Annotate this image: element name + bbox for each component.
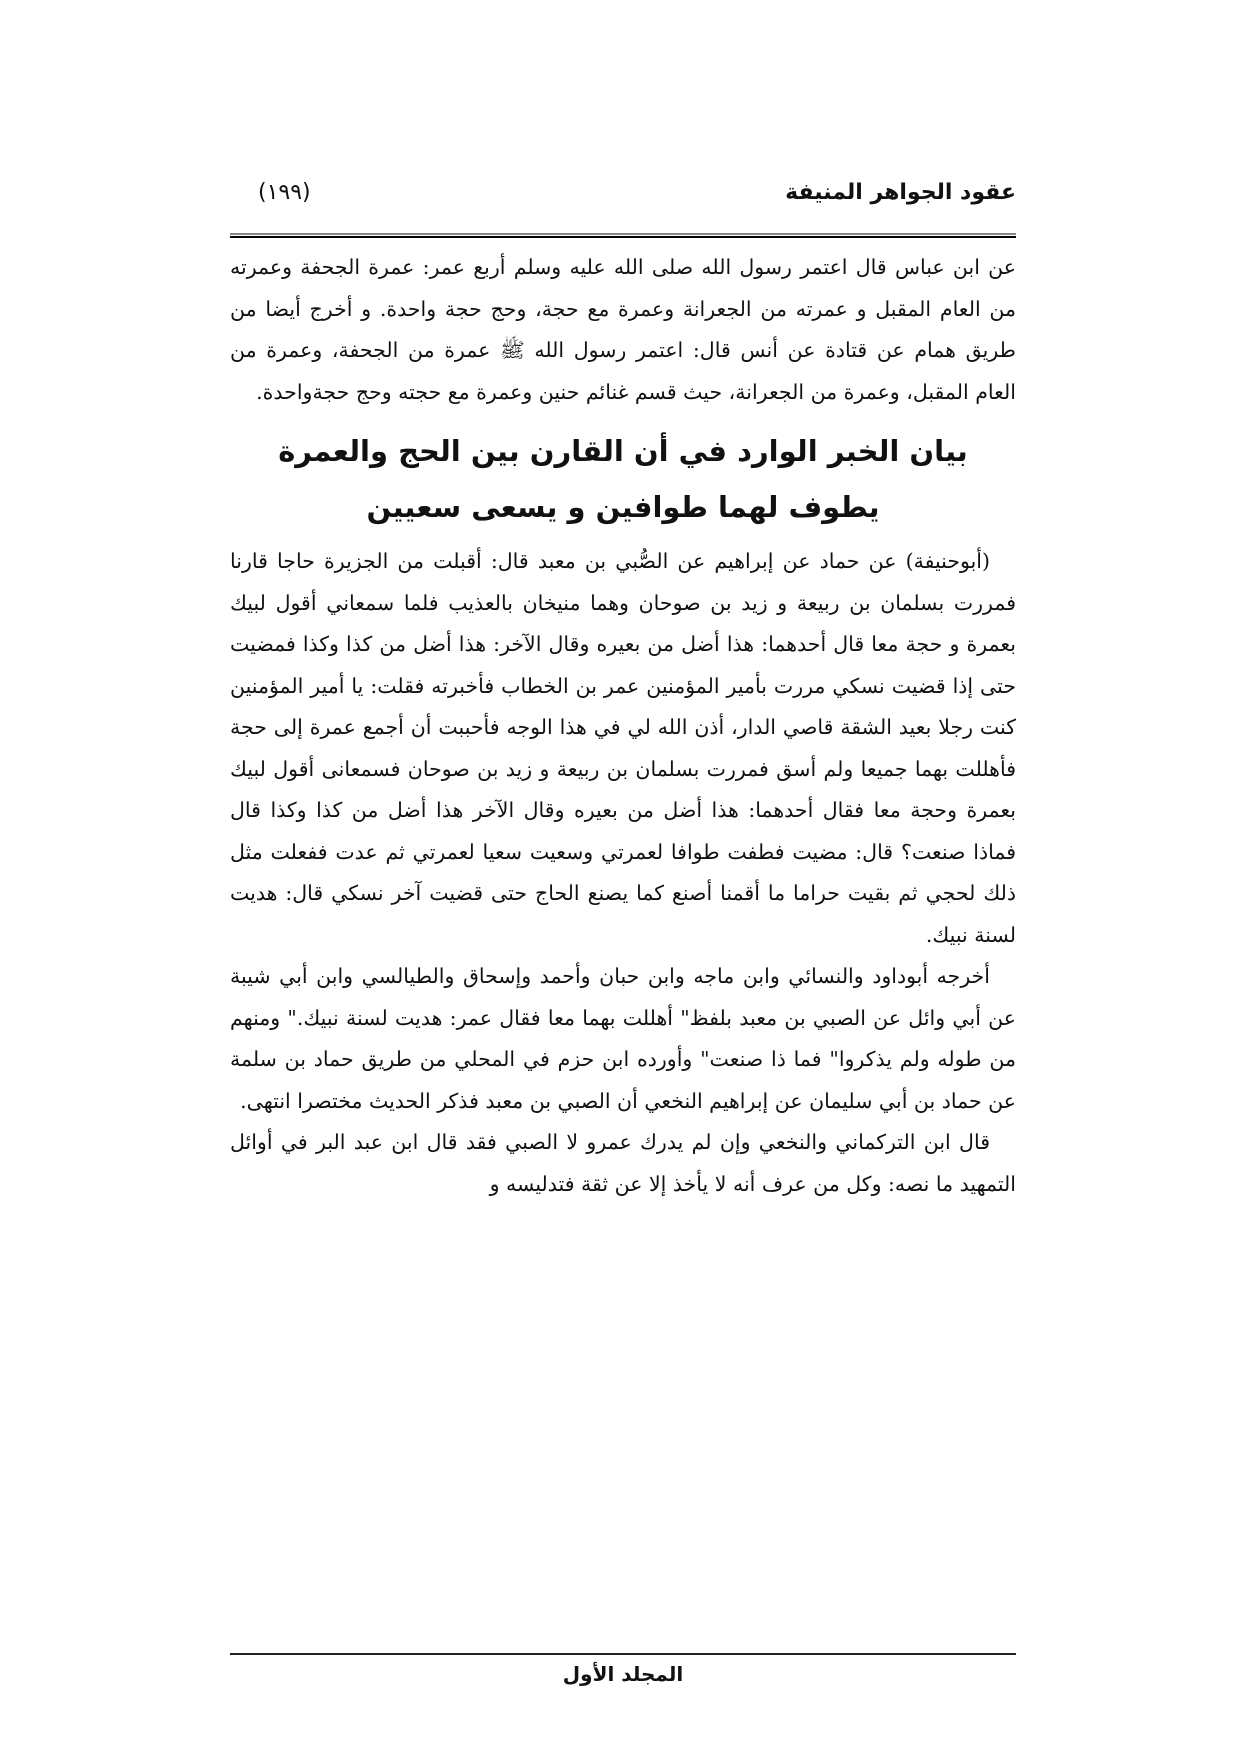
page-header: [230, 178, 1016, 228]
paragraph-takhrij: أخرجه أبوداود والنسائي وابن ماجه وابن حبان وأحمد وإسحاق والطيالسي وابن أبي شيبة عن أبي وائل عن الصبي بن معبد بلفظ" أهللت بهما معا فقال عمر: هديت لسنة نبيك." ومنهم من طوله ولم يذكروا" فما ذا صنعت" وأورده ابن حزم في المحلي من طريق حماد بن سلمة عن حماد بن أبي سليمان عن إبراهيم النخعي أن الصبي بن معبد فذكر الحديث مختصرا انتهى.: [230, 964, 1016, 1113]
section-heading: بيان الخبر الوارد في أن القارن بين الحج والعمرة يطوف لهما طوافين و يسعى سعيين: [278, 434, 968, 524]
book-page: [230, 0, 1016, 1754]
paragraph-intro: عن ابن عباس قال اعتمر رسول الله صلى الله عليه وسلم أربع عمر: عمرة الجحفة وعمرته من العام المقبل و عمرته من الجعرانة وعمرة مع حجة، وحج حجة واحدة. و أخرج أيضا من طريق همام عن قتادة عن أنس قال: اعتمر رسول الله ﷺ عمرة من الجحفة، وعمرة من العام المقبل، وعمرة من الجعرانة، حيث قسم غنائم حنين وعمرة مع حجته وحج حجةواحدة.: [230, 255, 1016, 404]
book-title: عقود الجواهر المنيفة: [785, 180, 1016, 205]
page-body: [230, 247, 1016, 1205]
paragraph-commentary: قال ابن التركماني والنخعي وإن لم يدرك عمرو لا الصبي فقد قال ابن عبد البر في أوائل التمهيد ما نصه: وكل من عرف أنه لا يأخذ إلا عن ثقة فتدليسه و: [230, 1130, 1016, 1196]
paragraph-hadith: (أبوحنيفة) عن حماد عن إبراهيم عن الصُّبي بن معبد قال: أقبلت من الجزيرة حاجا قارنا فمررت بسلمان بن ربيعة و زيد بن صوحان وهما منيخان بالعذيب فلما سمعاني أقول لبيك بعمرة و حجة معا قال أحدهما: هذا أضل من بعيره وقال الآخر: هذا أضل من كذا وكذا فمضيت حتى إذا قضيت نسكي مررت بأمير المؤمنين عمر بن الخطاب فأخبرته فقلت: يا أمير المؤمنين كنت رجلا بعيد الشقة قاصي الدار، أذن الله لي في هذا الوجه فأحببت أن أجمع عمرة إلى حجة فأهللت بهما جميعا ولم أسق فمررت بسلمان بن ربيعة و زيد بن صوحان فسمعانى أقول لبيك بعمرة وحجة معا فقال أحدهما: هذا أضل من بعيره وقال الآخر هذا أضل من كذا وكذا قال فماذا صنعت؟ قال: مضيت فطفت طوافا لعمرتي وسعيت سعيا لعمرتي ثم عدت ففعلت مثل ذلك لحجي ثم بقيت حراما ما أقمنا أصنع كما يصنع الحاج حتى قضيت آخر نسكي قال: هديت لسنة نبيك.: [230, 549, 1016, 947]
volume-label: المجلد الأول: [562, 1662, 684, 1686]
footer-divider: [230, 1653, 1016, 1655]
page-number: (١٩٩): [258, 180, 311, 205]
header-divider: [230, 233, 1016, 235]
